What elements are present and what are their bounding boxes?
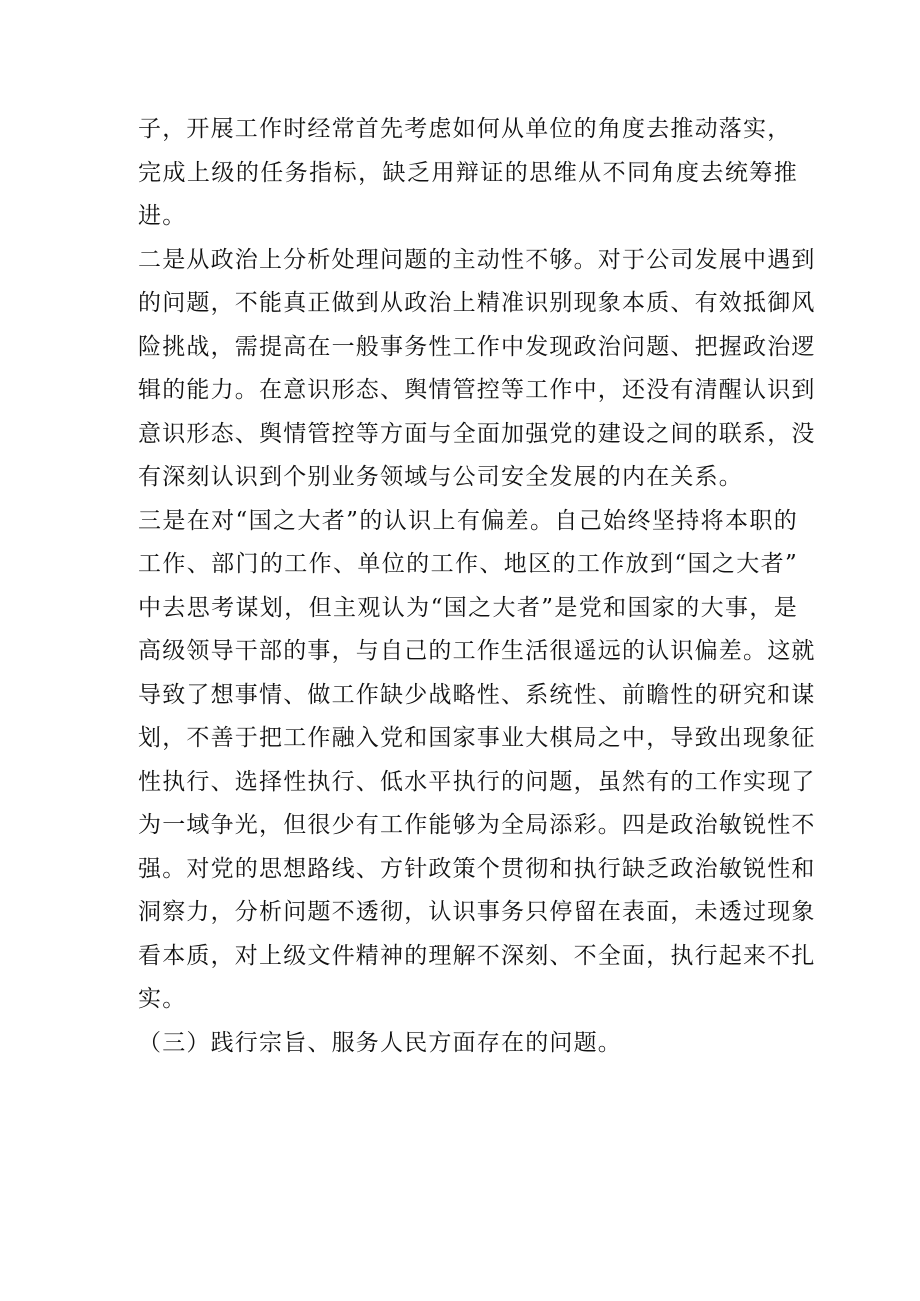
text-line-13: 高级领导干部的事，与自己的工作生活很遥远的认识偏差。这就 (138, 638, 816, 664)
text-line-6: 险挑战，需提高在一般事务性工作中发现政治问题、把握政治逻 (138, 333, 816, 360)
text-line-5: 的问题，不能真正做到从政治上精准识别现象本质、有效抵御风 (138, 290, 816, 316)
text-line-4: 二是从政治上分析处理问题的主动性不够。对于公司发展中遇到 (138, 246, 816, 273)
text-line-2: 完成上级的任务指标，缺乏用辩证的思维从不同角度去统筹推 (138, 159, 798, 186)
section-heading: （三）践行宗旨、服务人民方面存在的问题。 (138, 1029, 622, 1056)
text-line-10: 三是在对“国之大者”的认识上有偏差。自己始终坚持将本职的 (138, 507, 798, 534)
text-line-8: 意识形态、舆情管控等方面与全面加强党的建设之间的联系，没 (138, 420, 816, 447)
text-line-16: 性执行、选择性执行、低水平执行的问题，虽然有的工作实现了 (138, 768, 816, 795)
text-line-18: 强。对党的思想路线、方针政策个贯彻和执行缺乏政治敏锐性和 (138, 855, 816, 882)
text-line-21: 实。 (138, 986, 187, 1012)
text-line-12: 中去思考谋划，但主观认为“国之大者”是党和国家的大事，是 (138, 594, 798, 621)
document-body (138, 108, 816, 1065)
text-line-1: 子，开展工作时经常首先考虑如何从单位的角度去推动落实， (138, 116, 792, 142)
text-line-17: 为一域争光，但很少有工作能够为全局添彩。四是政治敏锐性不 (138, 812, 816, 838)
text-line-3: 进。 (138, 203, 187, 229)
text-line-15: 划，不善于把工作融入党和国家事业大棋局之中，导致出现象征 (138, 725, 816, 751)
text-line-7: 辑的能力。在意识形态、舆情管控等工作中，还没有清醒认识到 (138, 377, 816, 403)
text-line-20: 看本质，对上级文件精神的理解不深刻、不全面，执行起来不扎 (138, 942, 816, 969)
text-line-14: 导致了想事情、做工作缺少战略性、系统性、前瞻性的研究和谋 (138, 681, 816, 708)
text-line-9: 有深刻认识到个别业务领域与公司安全发展的内在关系。 (138, 464, 743, 490)
text-line-19: 洞察力，分析问题不透彻，认识事务只停留在表面，未透过现象 (138, 899, 816, 925)
text-line-11: 工作、部门的工作、单位的工作、地区的工作放到“国之大者” (138, 551, 798, 577)
